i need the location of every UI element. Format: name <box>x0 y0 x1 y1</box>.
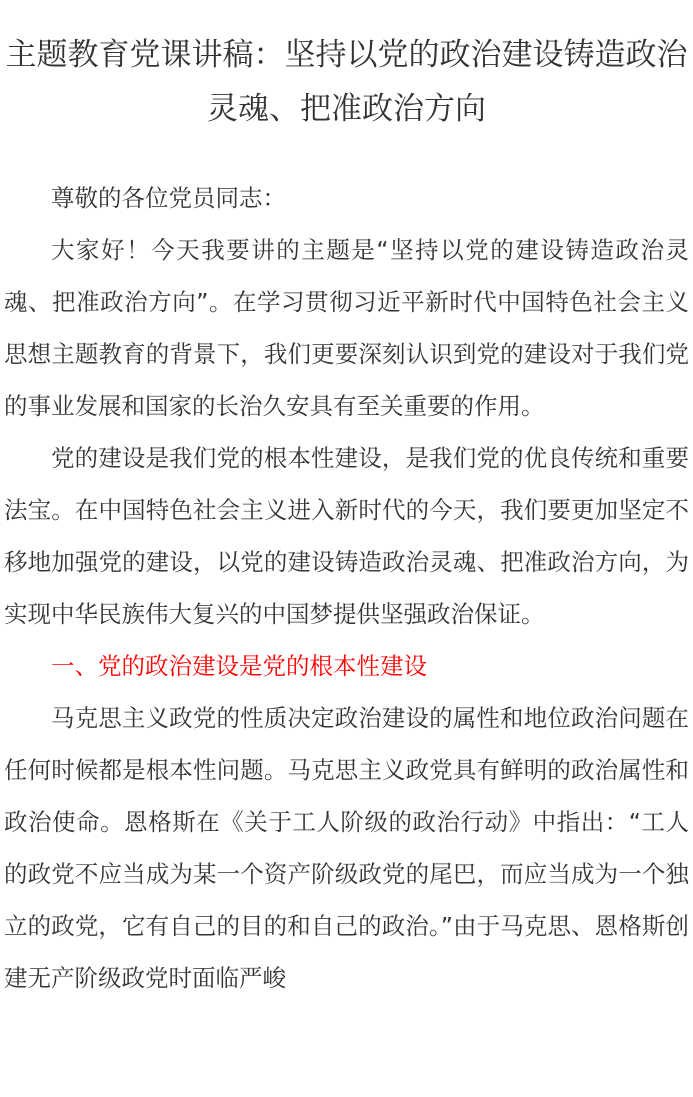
document-body <box>0 172 693 1004</box>
intro-paragraph: 大家好！今天我要讲的主题是“坚持以党的建设铸造政治灵魂、把准政治方向”。在学习贯彻习近平新时代中国特色社会主义思想主题教育的背景下，我们更要深刻认识到党的建设对于我们党的事业发展和国家的长治久安具有至关重要的作用。 <box>4 236 689 420</box>
section-paragraph: 马克思主义政党的性质决定政治建设的属性和地位政治问题在任何时候都是根本性问题。马克思主义政党具有鲜明的政治属性和政治使命。恩格斯在《关于工人阶级的政治行动》中指出：“工人的政党不应当成为某一个资产阶级政党的尾巴，而应当成为一个独立的政党，它有自己的目的和自己的政治。”由于马克思、恩格斯创建无产阶级政党时面临严峻 <box>4 704 689 992</box>
document-title: 主题教育党课讲稿：坚持以党的政治建设铸造政治灵魂、把准政治方向 <box>5 37 688 127</box>
party-building-paragraph: 党的建设是我们党的根本性建设，是我们党的优良传统和重要法宝。在中国特色社会主义进入新时代的今天，我们要更加坚定不移地加强党的建设，以党的建设铸造政治灵魂、把准政治方向，为实现中华民族伟大复兴的中国梦提供坚强政治保证。 <box>4 444 689 628</box>
salutation-paragraph: 尊敬的各位党员同志： <box>51 184 286 212</box>
section-heading: 一、党的政治建设是党的根本性建设 <box>51 652 427 680</box>
